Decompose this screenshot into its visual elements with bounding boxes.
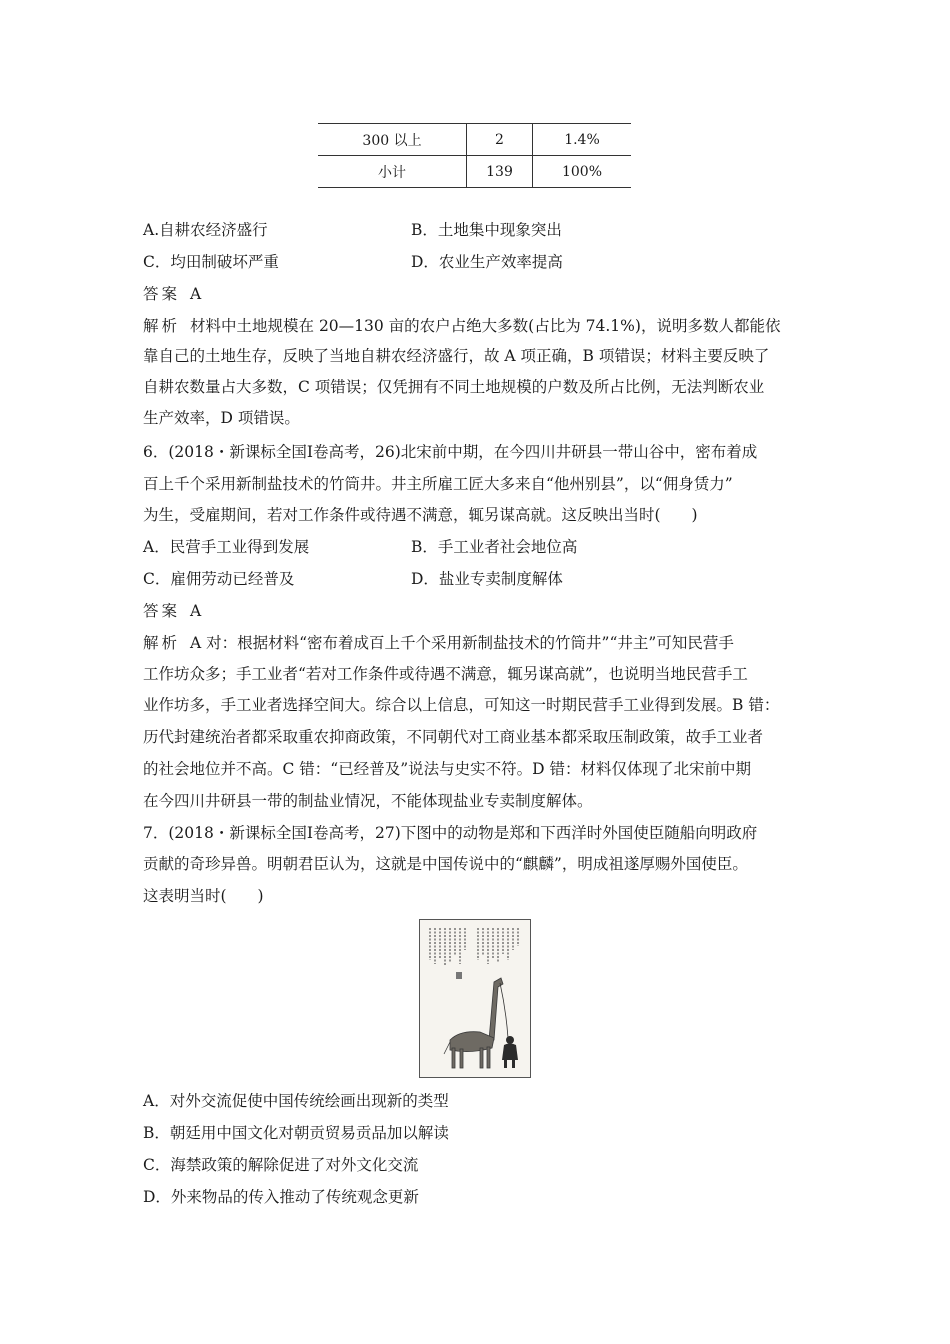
question-stem: 百上千个采用新制盐技术的竹筒井。井主所雇工匠大多来自“他州别县”，以“佣身赁力” <box>143 475 733 493</box>
option-d: D．农业生产效率提高 <box>411 253 563 271</box>
table-cell: 300 以上 <box>318 124 467 156</box>
answer-label: 答案 <box>143 285 181 303</box>
analysis-label: 解析 <box>143 317 181 335</box>
question-stem: 为生，受雇期间，若对工作条件或待遇不满意，辄另谋高就。这反映出当时( ) <box>143 506 698 524</box>
table-row <box>318 156 631 188</box>
answer-value: A <box>190 285 202 303</box>
option-a: A．对外交流促使中国传统绘画出现新的类型 <box>143 1092 449 1110</box>
answer-value: A <box>190 602 202 620</box>
analysis-text: A 对：根据材料“密布着成百上千个采用新制盐技术的竹筒井”“井主”可知民营手 <box>190 634 734 652</box>
question-stem: 贡献的奇珍异兽。明朝君臣认为，这就是中国传说中的“麒麟”，明成祖遂厚赐外国使臣。 <box>143 855 748 873</box>
answer-line <box>143 601 201 621</box>
option-d: D．盐业专卖制度解体 <box>411 570 563 588</box>
analysis-text: 业作坊多，手工业者选择空间大。综合以上信息，可知这一时期民营手工业得到发展。B 错： <box>143 696 780 714</box>
analysis-text: 工作坊众多；手工业者“若对工作条件或待遇不满意，辄另谋高就”，也说明当地民营手工 <box>143 665 748 683</box>
analysis-text: 自耕农数量占大多数，C 项错误；仅凭拥有不同土地规模的户数及所占比例，无法判断农业 <box>143 378 765 396</box>
giraffe-painting-image <box>419 919 531 1078</box>
option-b: B．朝廷用中国文化对朝贡贸易贡品加以解读 <box>143 1124 449 1142</box>
analysis-label: 解析 <box>143 634 181 652</box>
option-d: D．外来物品的传入推动了传统观念更新 <box>143 1188 419 1206</box>
option-b: B．手工业者社会地位高 <box>411 538 578 556</box>
option-a: A.自耕农经济盛行 <box>143 221 268 239</box>
question-stem: 这表明当时( ) <box>143 887 264 905</box>
analysis-line <box>143 316 780 336</box>
table-cell: 1.4% <box>533 124 632 156</box>
option-c: C．海禁政策的解除促进了对外文化交流 <box>143 1156 419 1174</box>
answer-line <box>143 284 201 304</box>
giraffe-illustration <box>420 920 530 1077</box>
option-c: C．雇佣劳动已经普及 <box>143 570 295 588</box>
analysis-text: 在今四川井研县一带的制盐业情况，不能体现盐业专卖制度解体。 <box>143 792 593 810</box>
question-stem: 6．(2018・新课标全国Ⅰ卷高考，26)北宋前中期，在今四川井研县一带山谷中，密布着成 <box>143 443 758 461</box>
analysis-text: 材料中土地规模在 20—130 亩的农户占绝大多数(占比为 74.1%)，说明多数人都能依 <box>190 317 781 335</box>
option-c: C．均田制破坏严重 <box>143 253 279 271</box>
analysis-text: 靠自己的土地生存，反映了当地自耕农经济盛行，故 A 项正确，B 项错误；材料主要反映了 <box>143 347 770 365</box>
table-cell: 2 <box>467 124 533 156</box>
answer-label: 答案 <box>143 602 181 620</box>
table-cell: 100% <box>533 156 632 188</box>
analysis-text: 生产效率，D 项错误。 <box>143 409 300 427</box>
option-b: B．土地集中现象突出 <box>411 221 562 239</box>
land-scale-table <box>318 123 631 188</box>
table-cell: 139 <box>467 156 533 188</box>
question-stem: 7．(2018・新课标全国Ⅰ卷高考，27)下图中的动物是郑和下西洋时外国使臣随船向明政府 <box>143 824 758 842</box>
analysis-line <box>143 633 734 653</box>
table-row <box>318 124 631 156</box>
table-cell: 小计 <box>318 156 467 188</box>
analysis-text: 历代封建统治者都采取重农抑商政策，不同朝代对工商业基本都采取压制政策，故手工业者 <box>143 728 764 746</box>
option-a: A．民营手工业得到发展 <box>143 538 310 556</box>
analysis-text: 的社会地位并不高。C 错：“已经普及”说法与史实不符。D 错：材料仅体现了北宋前中期 <box>143 760 751 778</box>
